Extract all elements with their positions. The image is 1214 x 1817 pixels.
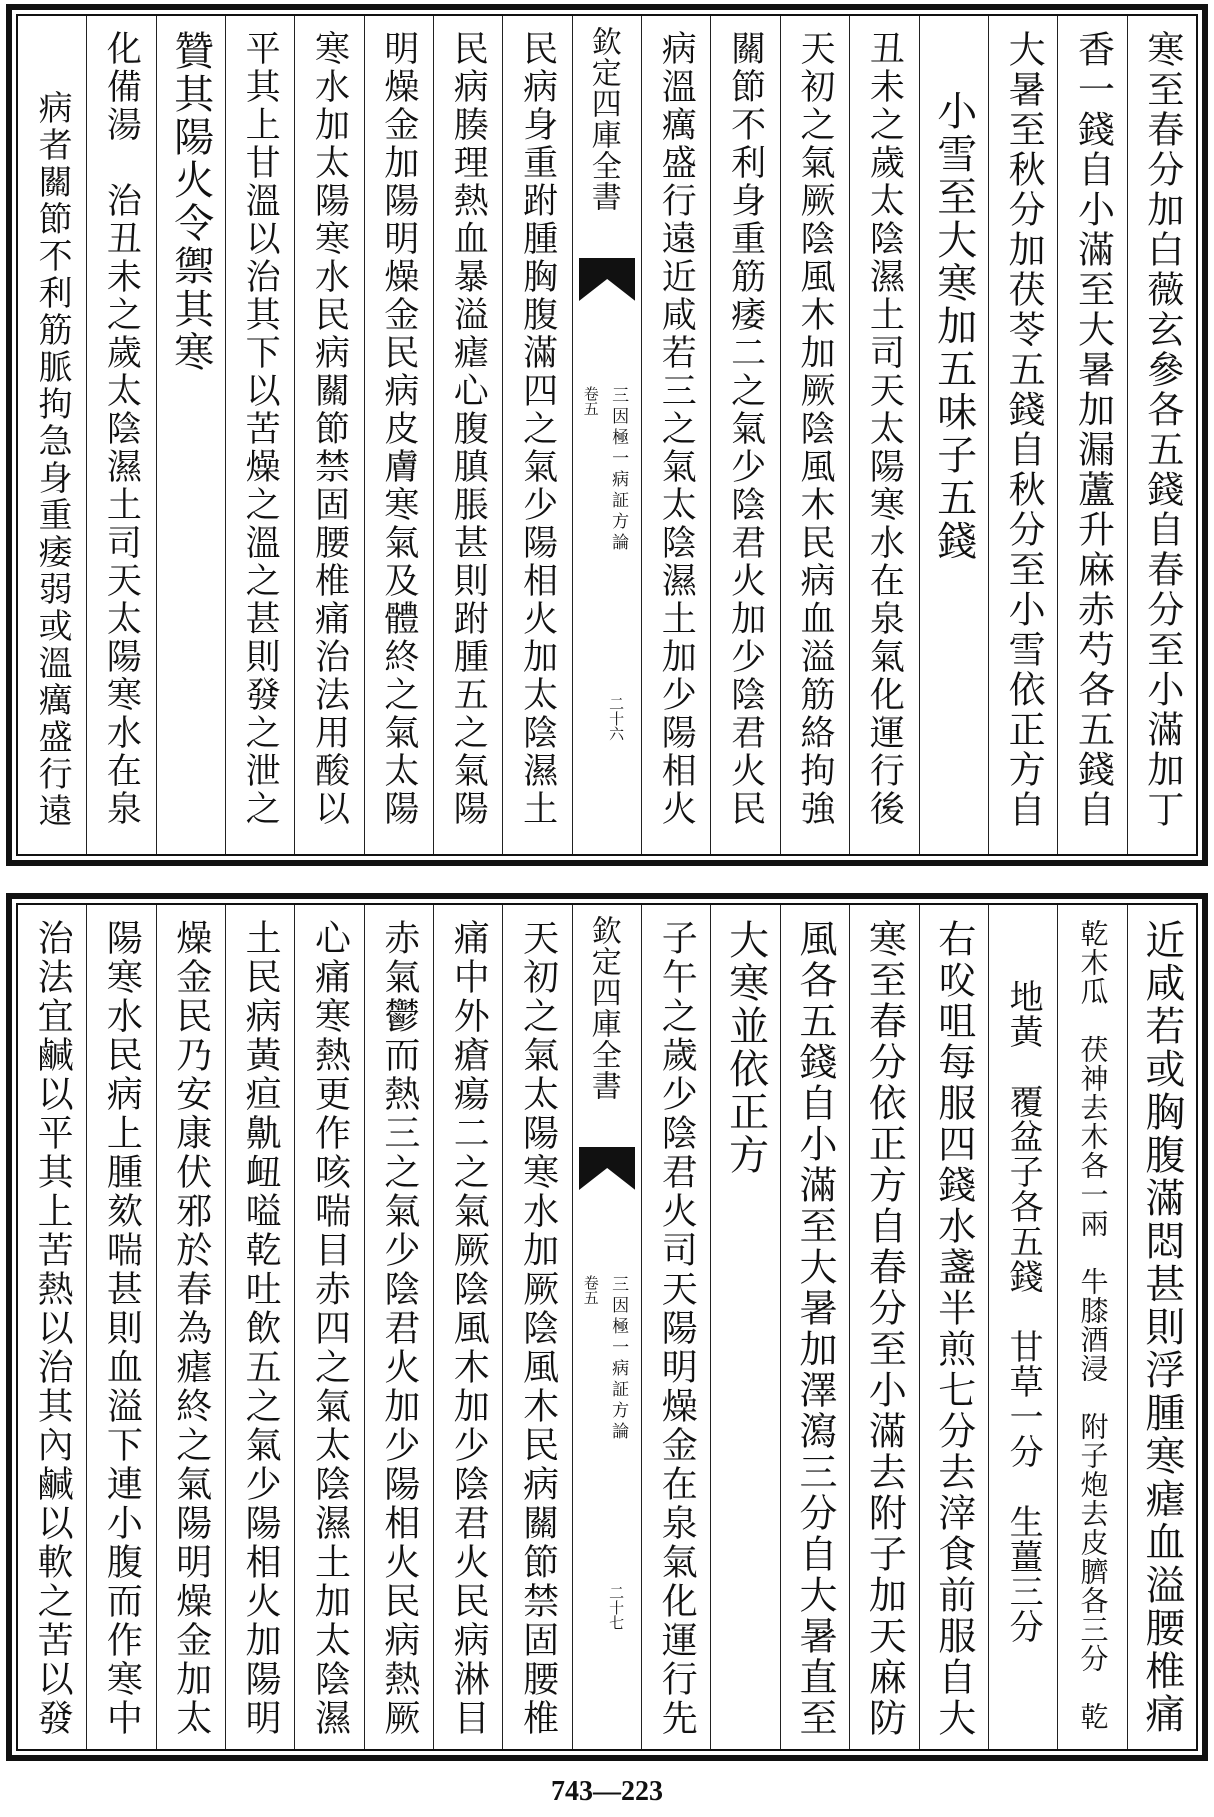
text-column: 赤氣鬱而熱三之氣少陰君火加少陽相火民病熱厥 (364, 905, 433, 1749)
page-number: 二十七 (607, 1585, 626, 1630)
top-columns (18, 16, 1196, 854)
text-column: 寒至春分依正方自春分至小滿去附子加天麻防 (849, 905, 918, 1749)
book-title: 欽定四庫全書 (585, 26, 621, 212)
volume-label: 卷五 (581, 386, 600, 416)
text-column: 右㕮咀每服四錢水盞半煎七分去滓食前服自大 (919, 905, 988, 1749)
text-column: 民病身重跗腫胸腹滿四之氣少陽相火加太陰濕土 (502, 16, 571, 854)
text-column: 平其上甘溫以治其下以苦燥之溫之甚則發之泄之 (225, 16, 294, 854)
text-column: 燥金民乃安康伏邪於春為瘧終之氣陽明燥金加太 (156, 905, 225, 1749)
volume-label: 卷五 (581, 1275, 600, 1305)
text-column: 子午之歲少陰君火司天陽明燥金在泉氣化運行先 (641, 905, 710, 1749)
fish-tail-mark-icon (579, 258, 635, 307)
bottom-page-panel (6, 893, 1208, 1761)
text-column: 風各五錢自小滿至大暑加澤瀉三分自大暑直至 (780, 905, 849, 1749)
text-column: 寒水加太陽寒水民病關節禁固腰椎痛治法用酸以 (294, 16, 363, 854)
bottom-columns (18, 905, 1196, 1749)
text-column: 近咸若或胸腹滿悶甚則浮腫寒瘧血溢腰椎痛 (1127, 905, 1196, 1749)
text-column: 治法宜鹹以平其上苦熱以治其內鹹以軟之苦以發 (32, 919, 74, 1738)
page-number: 二十六 (607, 696, 626, 741)
top-page-panel (6, 4, 1208, 866)
text-column: 贊其陽火令禦其寒 (156, 16, 225, 854)
book-title: 欽定四庫全書 (585, 915, 621, 1101)
text-column: 化備湯 治丑未之歲太陰濕土司天太陽寒水在泉 (86, 16, 155, 854)
text-column: 天初之氣太陽寒水加厥陰風木民病關節禁固腰椎 (502, 905, 571, 1749)
fish-tail-mark-icon (579, 1147, 635, 1196)
page-footer-number: 743—223 (551, 1776, 663, 1807)
center-fold-margin (572, 16, 641, 854)
text-column: 民病腠理熱血暴溢瘧心腹䐜脹甚則跗腫五之氣陽 (433, 16, 502, 854)
text-column: 地黃 覆盆子各五錢 甘草一分 生薑三分 (988, 905, 1057, 1749)
text-column: 痛中外瘡瘍二之氣厥陰風木加少陰君火民病淋目 (433, 905, 502, 1749)
text-column: 寒至春分加白薇玄參各五錢自春分至小滿加丁 (1127, 16, 1196, 854)
center-fold-margin (572, 905, 641, 1749)
text-column: 丑未之歲太陰濕土司天太陽寒水在泉氣化運行後 (849, 16, 918, 854)
text-column: 明燥金加陽明燥金民病皮膚寒氣及體終之氣太陽 (364, 16, 433, 854)
text-column: 香一錢自小滿至大暑加漏蘆升麻赤芍各五錢自 (1057, 16, 1126, 854)
text-column: 大暑至秋分加茯苓五錢自秋分至小雪依正方自 (988, 16, 1057, 854)
chapter-title: 三因極一病証方論 (608, 1275, 629, 1443)
text-column: 陽寒水民病上腫欬喘甚則血溢下連小腹而作寒中 (86, 905, 155, 1749)
text-column: 病者關節不利筋脈拘急身重痿弱或溫癘盛行遠 (32, 90, 73, 830)
text-column: 關節不利身重筋痿二之氣少陰君火加少陰君火民 (710, 16, 779, 854)
text-column: 天初之氣厥陰風木加厥陰風木民病血溢筋絡拘強 (780, 16, 849, 854)
text-column: 大寒並依正方 (710, 905, 779, 1749)
text-column: 土民病黃疸鼽衄嗌乾吐飲五之氣少陽相火加陽明 (225, 905, 294, 1749)
chapter-title: 三因極一病証方論 (608, 386, 629, 554)
text-column: 乾木瓜 茯神去木各一兩 牛膝酒浸 附子炮去皮臍各三分 乾 (1057, 905, 1126, 1749)
text-column: 小雪至大寒加五味子五錢 (919, 16, 988, 854)
text-column: 心痛寒熱更作咳喘目赤四之氣太陰濕土加太陰濕 (294, 905, 363, 1749)
text-column: 病溫癘盛行遠近咸若三之氣太陰濕土加少陽相火 (641, 16, 710, 854)
